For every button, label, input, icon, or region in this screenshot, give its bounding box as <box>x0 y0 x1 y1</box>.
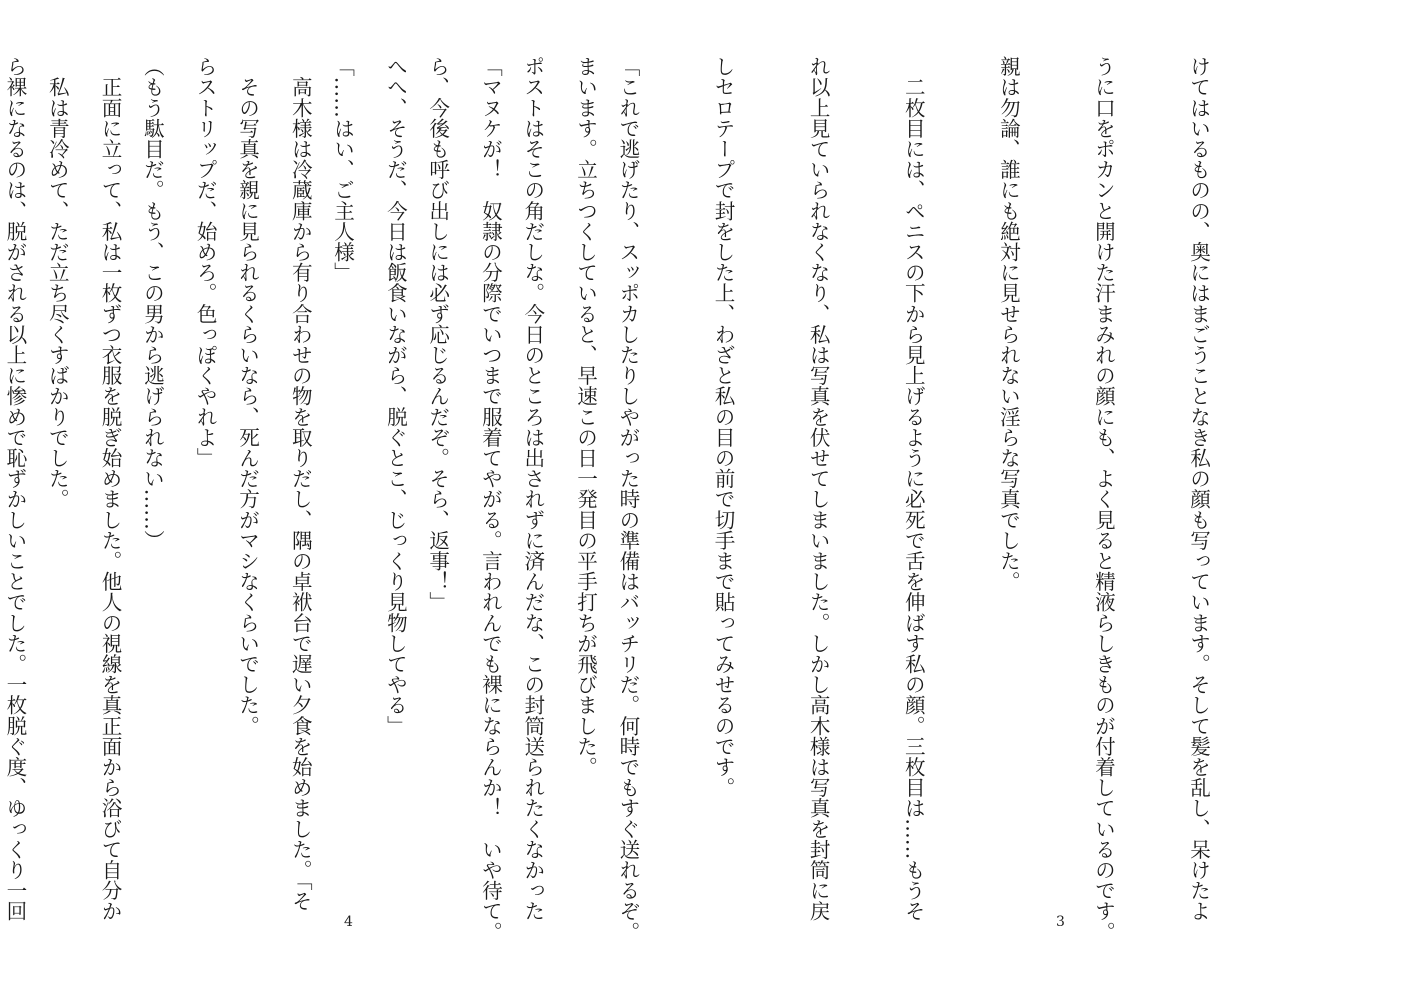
text-line: ら裸になるのは、脱がされる以上に惨めで恥ずかしいことでした。一枚脱ぐ度、ゆっくり一回 <box>2 56 27 922</box>
page-number: 3 <box>1056 914 1065 930</box>
text-line: 「マヌケが！ 奴隷の分際でいつまで服着てやがる。言われんでも裸にならんか！ いや待て。 <box>478 56 503 942</box>
text-line: 私は青冷めて、ただ立ち尽くすばかりでした。 <box>45 56 70 510</box>
text-line: ポストはそこの角だしな。今日のところは出されずに済んだな、この封筒送られたくなかった <box>520 56 545 922</box>
text-line: ら、今後も呼び出しには必ず応じるんだぞ。そら、返事！」 <box>425 56 450 613</box>
text-line: まいます。立ちつくしていると、早速この日一発目の平手打ちが飛びました。 <box>573 56 598 777</box>
text-line: 高木様は冷蔵庫から有り合わせの物を取りだし、隅の卓袱台で遅い夕食を始めました。「そ <box>288 56 313 911</box>
text-line: へへ、そうだ、今日は飯食いながら、脱ぐとこ、じっくり見物してやる」 <box>383 56 408 736</box>
text-line: けてはいるものの、奥にはまごうことなき私の顔も写っています。そして髪を乱し、呆けたよ <box>1186 56 1211 922</box>
text-line: 「……はい、ご主人様」 <box>330 56 355 283</box>
text-line: 「これで逃げたり、スッポカしたりしやがった時の準備はバッチリだ。何時でもすぐ送れるぞ。 <box>615 56 640 942</box>
text-line: うに口をポカンと開けた汗まみれの顔にも、よく見ると精液らしきものが付着しているのです。 <box>1091 56 1116 942</box>
text-line: しセロテープで封をした上、わざと私の目の前で切手まで貼ってみせるのです。 <box>711 56 736 798</box>
text-line: （もう駄目だ。もう、この男から逃げられない……） <box>140 56 165 551</box>
text-line: 正面に立って、私は一枚ずつ衣服を脱ぎ始めました。他人の視線を真正面から浴びて自分か <box>98 56 123 922</box>
page-number: 4 <box>344 914 353 930</box>
text-line: 親は勿論、誰にも絶対に見せられない淫らな写真でした。 <box>996 56 1021 592</box>
text-line: れ以上見ていられなくなり、私は写真を伏せてしまいました。しかし高木様は写真を封筒に戻 <box>806 56 831 922</box>
text-line: らストリップだ、始めろ。色っぽくやれよ」 <box>193 56 218 468</box>
text-line: 二枚目には、ペニスの下から見上げるように必死で舌を伸ばす私の顔。三枚目は……もうそ <box>901 56 926 922</box>
text-line: その写真を親に見られるくらいなら、死んだ方がマシなくらいでした。 <box>235 56 260 736</box>
